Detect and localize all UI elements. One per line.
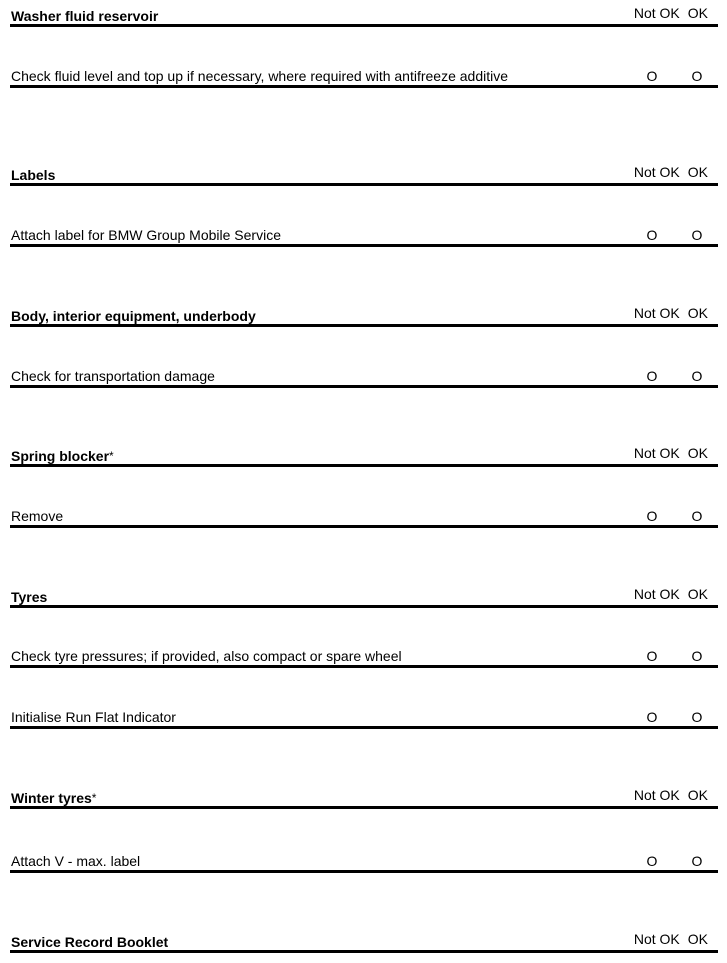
ok-column-label: OK (687, 5, 708, 21)
checklist-item (10, 217, 718, 247)
not-ok-column-label: Not OK (633, 305, 680, 321)
ok-column-label: OK (687, 931, 708, 947)
column-headers (634, 5, 708, 21)
item-text: Check for transportation damage (11, 368, 215, 384)
not-ok-column-label: Not OK (633, 164, 680, 180)
ok-checkbox[interactable]: O (691, 648, 703, 664)
section-header-body-interior-underbody (10, 297, 718, 327)
column-headers (634, 931, 708, 947)
divider (10, 324, 718, 327)
checklist-item (10, 358, 718, 388)
section-header-washer-fluid-reservoir (10, 0, 718, 27)
divider (10, 525, 718, 528)
checklist-item (10, 58, 718, 88)
section-title: Body, interior equipment, underbody (11, 308, 256, 324)
not-ok-column-label: Not OK (633, 5, 680, 21)
divider (10, 85, 718, 88)
ok-column-label: OK (687, 445, 708, 461)
item-text: Remove (11, 508, 64, 524)
column-headers (634, 787, 708, 803)
ok-checkbox[interactable]: O (691, 68, 703, 84)
section-header-labels (10, 156, 718, 186)
item-text: Initialise Run Flat Indicator (11, 709, 176, 725)
section-title: Labels (11, 167, 56, 183)
divider (10, 24, 718, 27)
not-ok-checkbox[interactable]: O (646, 709, 658, 725)
divider (10, 605, 718, 608)
divider (10, 726, 718, 729)
section-header-spring-blocker (10, 437, 718, 467)
divider (10, 385, 718, 388)
item-text: Attach V - max. label (11, 853, 141, 869)
item-text: Check tyre pressures; if provided, also compact or spare wheel (11, 648, 402, 664)
divider (10, 464, 718, 467)
column-headers (634, 305, 708, 321)
checklist-item (10, 843, 718, 873)
ok-column-label: OK (687, 164, 708, 180)
not-ok-column-label: Not OK (633, 931, 680, 947)
divider (10, 950, 718, 953)
not-ok-checkbox[interactable]: O (646, 853, 658, 869)
checklist-item (10, 699, 718, 729)
checklist-item (10, 638, 718, 668)
section-title: Spring blocker* (11, 448, 114, 464)
not-ok-checkbox[interactable]: O (646, 648, 658, 664)
section-title: Service Record Booklet (11, 934, 169, 950)
not-ok-checkbox[interactable]: O (646, 368, 658, 384)
ok-checkbox[interactable]: O (691, 368, 703, 384)
ok-column-label: OK (687, 305, 708, 321)
column-headers (634, 445, 708, 461)
item-text: Check fluid level and top up if necessary, where required with antifreeze additive (11, 68, 509, 84)
section-title: Tyres (11, 589, 48, 605)
not-ok-checkbox[interactable]: O (646, 508, 658, 524)
section-header-winter-tyres (10, 779, 718, 809)
divider (10, 665, 718, 668)
not-ok-column-label: Not OK (633, 445, 680, 461)
divider (10, 244, 718, 247)
not-ok-checkbox[interactable]: O (646, 68, 658, 84)
column-headers (634, 164, 708, 180)
divider (10, 870, 718, 873)
not-ok-column-label: Not OK (633, 586, 680, 602)
ok-column-label: OK (687, 586, 708, 602)
section-header-tyres (10, 578, 718, 608)
ok-checkbox[interactable]: O (691, 853, 703, 869)
item-text: Attach label for BMW Group Mobile Service (11, 227, 281, 243)
not-ok-column-label: Not OK (633, 787, 680, 803)
section-title: Washer fluid reservoir (11, 8, 159, 24)
ok-checkbox[interactable]: O (691, 227, 703, 243)
ok-checkbox[interactable]: O (691, 508, 703, 524)
column-headers (634, 586, 708, 602)
not-ok-checkbox[interactable]: O (646, 227, 658, 243)
ok-column-label: OK (687, 787, 708, 803)
divider (10, 183, 718, 186)
section-header-service-record-booklet (10, 923, 718, 953)
divider (10, 806, 718, 809)
section-title: Winter tyres* (11, 790, 97, 806)
checklist-item (10, 498, 718, 528)
ok-checkbox[interactable]: O (691, 709, 703, 725)
